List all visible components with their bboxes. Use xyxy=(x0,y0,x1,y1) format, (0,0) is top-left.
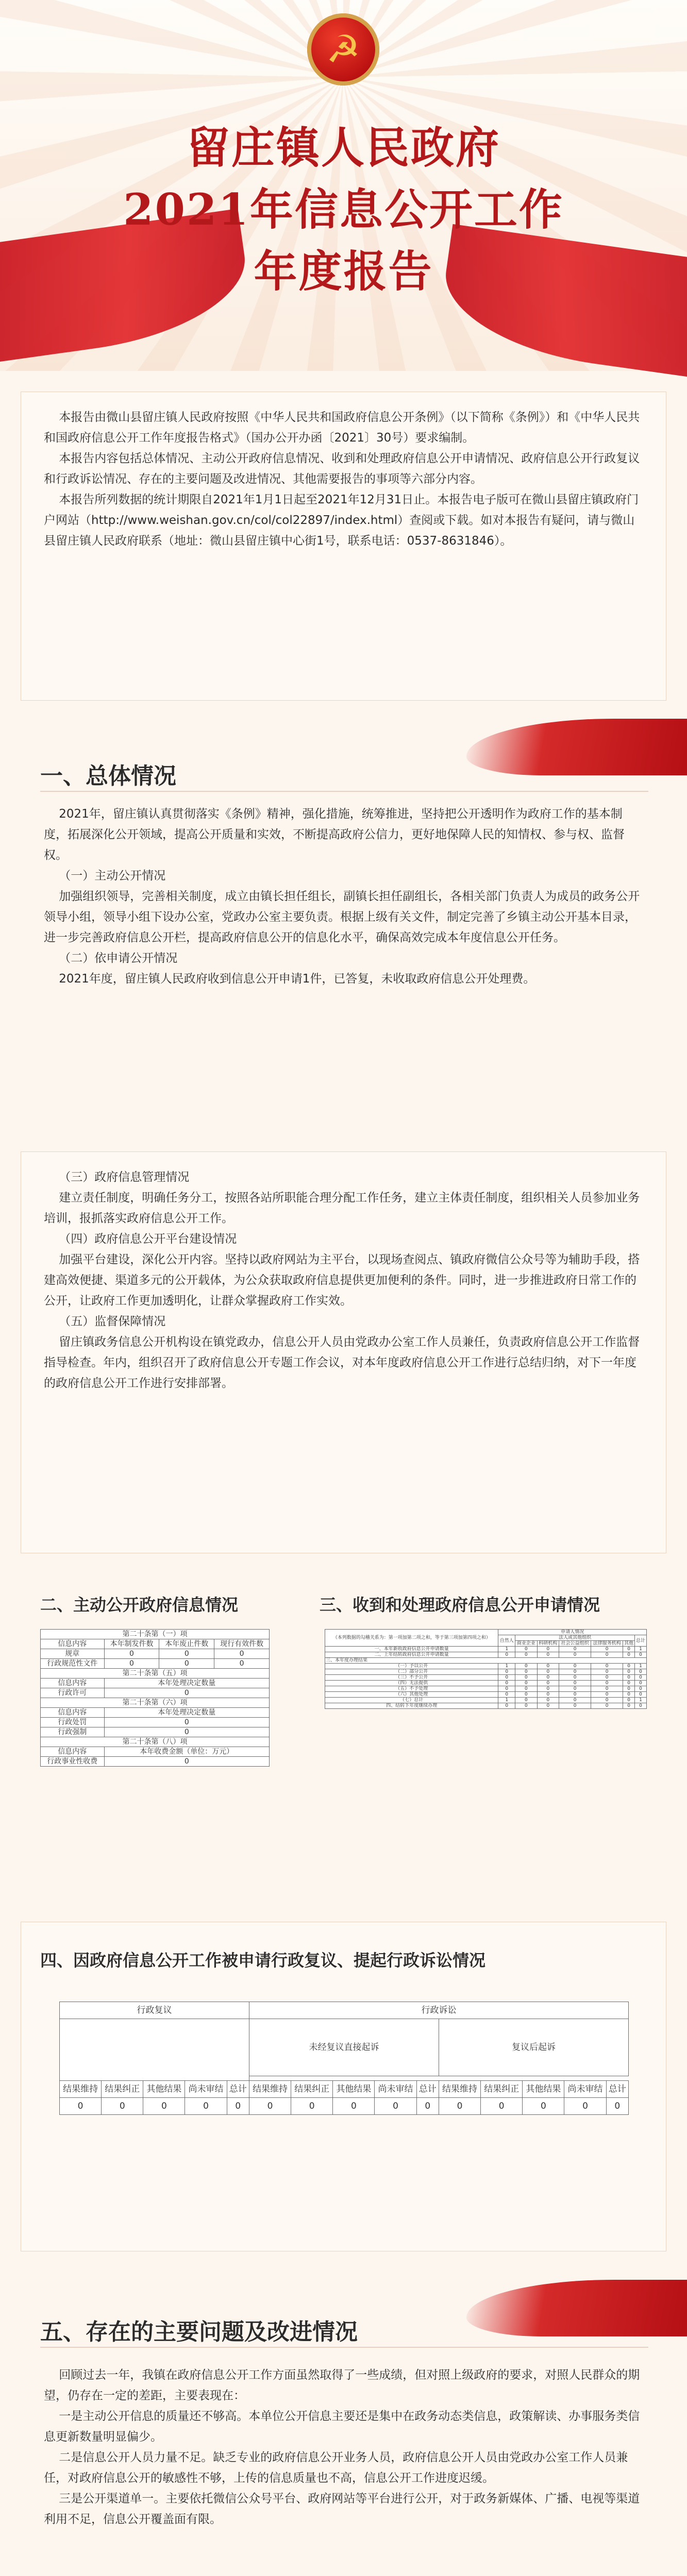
table-row: 三、本年度办理结果 xyxy=(325,1658,647,1664)
report-title-line3: 年度报告 xyxy=(254,246,433,297)
table-row-header: 第二十条第（五）项 xyxy=(41,1669,270,1679)
table-header-cell: 行政复议 xyxy=(60,2002,249,2019)
review-litigation-table xyxy=(59,2002,629,2115)
table-cell: 本年制发件数 xyxy=(104,1639,159,1649)
table-header-cell: 申请人情况 xyxy=(498,1630,647,1635)
table-row: 一、本年新收政府信息公开申请数量 1 0 0 0 0 0 1 xyxy=(325,1647,647,1652)
table-cell: 0 xyxy=(104,1659,159,1669)
table-row: 四、结转下年度继续办理 0 0 0 0 0 0 0 xyxy=(325,1703,647,1709)
table-note-cell: （本列数据的勾稽关系为：第一项加第二项之和，等于第三项加第四项之和） xyxy=(325,1630,498,1647)
table-header-cell: 社会公益组织 xyxy=(559,1641,591,1647)
divider xyxy=(40,2347,648,2348)
table-cell: 0 xyxy=(104,1718,269,1727)
table-row: （三）不予公开 0 0 0 0 0 0 0 xyxy=(325,1675,647,1681)
table-row: 结果维持 结果纠正 其他结果 尚未审结 总计 结果维持 结果纠正 其他结果 尚未审结 总计 结果维持 结果纠正 其他结果 尚未审结 总计 xyxy=(60,2081,629,2098)
table-row: 0 0 0 0 0 0 0 0 0 0 0 0 0 0 0 xyxy=(60,2098,629,2115)
red-ribbon-decoration xyxy=(466,2280,687,2336)
table-cell: 信息内容 xyxy=(41,1747,105,1757)
section-1-title: 一、总体情况 xyxy=(40,763,176,789)
table-cell: 0 xyxy=(104,1688,269,1698)
table-header-cell: 其他 xyxy=(623,1641,635,1647)
table-cell: 0 xyxy=(159,1649,214,1659)
table-cell: 行政强制 xyxy=(41,1727,105,1737)
table-cell: 0 xyxy=(214,1659,270,1669)
table-cell: 0 xyxy=(214,1649,270,1659)
application-handling-table xyxy=(325,1629,647,1709)
report-title-line2: 2021年信息公开工作 xyxy=(123,184,564,235)
section-4-title: 四、因政府信息公开工作被申请行政复议、提起行政诉讼情况 xyxy=(40,1951,486,1970)
table-row-header: 第二十条第（六）项 xyxy=(41,1698,270,1708)
table-header-cell: 总计 xyxy=(635,1635,647,1647)
table-header-cell: 复议后起诉 xyxy=(439,2019,628,2076)
table-cell: 0 xyxy=(104,1727,269,1737)
table-row-header: 第二十条第（一）项 xyxy=(41,1630,270,1639)
proactive-disclosure-table xyxy=(40,1629,270,1767)
table-header-cell: 科研机构 xyxy=(537,1641,559,1647)
section-1-text: 2021年，留庄镇认真贯彻落实《条例》精神，强化措施，统筹推进，坚持把公开透明作为政府工作的基本制度，拓展深化公开领域，提高公开质量和实效，不断提高政府公信力，更好地保障人民的知情权、参与权、监督权。 （一）主动公开情况 加强组织领导，完善相关制度，成立由镇长担任组长，副镇长担任副组长，各相关部门负责人为成员的政务公开领导小组，领导小组下设办公室，党政办公室主要负责。根据上级有关文件，制定完善了乡镇主动公开基本目录，进一步完善政府信息公开栏，提高政府信息公开的信息化水平，确保高效完成本年度信息公开任务。 （二）依申请公开情况 2021年度，留庄镇人民政府收到信息公开申请1件，已答复，未收取政府信息公开处理费。 xyxy=(44,807,640,986)
table-cell: 信息内容 xyxy=(41,1679,105,1688)
table-cell: 本年处理决定数量 xyxy=(104,1679,269,1688)
table-header-cell: 未经复议直接起诉 xyxy=(249,2019,439,2076)
table-cell: 现行有效件数 xyxy=(214,1639,270,1649)
section-3-title: 三、收到和处理政府信息公开申请情况 xyxy=(320,1595,600,1615)
table-header-cell: 自然人 xyxy=(498,1635,515,1647)
table-cell: 0 xyxy=(159,1659,214,1669)
section-5-title: 五、存在的主要问题及改进情况 xyxy=(40,2319,358,2345)
table-cell: 信息内容 xyxy=(41,1639,105,1649)
table-header-cell: 商业企业 xyxy=(515,1641,537,1647)
report-title-line1: 留庄镇人民政府 xyxy=(186,122,500,173)
section-5-text: 回顾过去一年，我镇在政府信息公开工作方面虽然取得了一些成绩，但对照上级政府的要求，对照人民群众的期望，仍存在一定的差距，主要表现在： 一是主动公开信息的质量还不够高。本单位公开信息主要还是集中在政务动态类信息，政策解读、办事服务类信息更新数量明显偏少。 二是信息公开人员力量不足。缺乏专业的政府信息公开业务人员，政府信息公开人员由党政办公室工作人员兼任，对政府信息公开的敏感性不够，上传的信息质量也不高，信息公开工作进度迟缓。 三是公开渠道单一。主要依托微信公众号平台、政府网站等平台进行公开，对于政务新媒体、广播、电视等渠道利用不足，信息公开覆盖面有限。 xyxy=(44,2368,640,2526)
section-1-text-continued: （三）政府信息管理情况 建立责任制度，明确任务分工，按照各站所职能合理分配工作任务，建立主体责任制度，组织相关人员参加业务培训，报抓落实政府信息公开工作。 （四）政府信息公开平台建设情况 加强平台建设，深化公开内容。坚持以政府网站为主平台，以现场查阅点、镇政府微信公众号等为辅助手段，搭建高效便捷、渠道多元的公开载体，为公众获取政府信息提供更加便利的条件。同时，进一步推进政府日常工作的公开，让政府工作更加透明化，让群众掌握政府工作实效。 （五）监督保障情况 留庄镇政务信息公开机构设在镇党政办，信息公开人员由党政办公室工作人员兼任，负责政府信息公开工作监督指导检查。年内，组织召开了政府信息公开专题工作会议，对本年度政府信息公开工作进行总结归纳，对下一年度的政府信息公开工作进行安排部署。 xyxy=(44,1171,640,1390)
table-header-cell: 行政诉讼 xyxy=(249,2002,628,2019)
table-cell: 行政许可 xyxy=(41,1688,105,1698)
table-row: （四）无法提供 0 0 0 0 0 0 0 xyxy=(325,1681,647,1686)
table-cell: 0 xyxy=(104,1757,269,1767)
table-cell: 行政规范性文件 xyxy=(41,1659,105,1669)
intro-text: 本报告由微山县留庄镇人民政府按照《中华人民共和国政府信息公开条例》（以下简称《条例》）和《中华人民共和国政府信息公开工作年度报告格式》（国办公开办函〔2021〕30号）要求编制。 本报告内容包括总体情况、主动公开政府信息情况、收到和处理政府信息公开申请情况、政府信息公开行政复议和行政诉讼情况、存在的主要问题及改进情况、其他需要报告的事项等六部分内容。 本报告所列数据的统计期限自2021年1月1日起至2021年12月31日止。本报告电子版可在微山县留庄镇政府门户网站（http://www.weishan.gov.cn/col/col22897/index.html）查阅或下载。如对本报告有疑问，请与微山县留庄镇人民政府联系（地址：微山县留庄镇中心街1号，联系电话：0537-8631846）。 xyxy=(44,411,640,548)
table-cell: 行政处罚 xyxy=(41,1718,105,1727)
table-row: 二、上年结转政府信息公开申请数量 0 0 0 0 0 0 0 xyxy=(325,1652,647,1658)
table-row: （六）其他处理 0 0 0 0 0 0 0 xyxy=(325,1692,647,1698)
table-cell: 本年收费金额（单位：万元） xyxy=(104,1747,269,1757)
red-ribbon-decoration xyxy=(466,719,687,775)
table-cell xyxy=(249,2076,628,2081)
table-cell: 本年废止件数 xyxy=(159,1639,214,1649)
table-row: （二）部分公开 0 0 0 0 0 0 0 xyxy=(325,1669,647,1675)
divider xyxy=(40,791,648,792)
table-row: （七）总计 1 0 0 0 0 0 1 xyxy=(325,1698,647,1703)
table-header-cell: 法人或其他组织 xyxy=(515,1635,635,1641)
table-header-cell: 法律服务机构 xyxy=(591,1641,623,1647)
table-cell xyxy=(60,2019,249,2081)
section-2-title: 二、主动公开政府信息情况 xyxy=(40,1595,239,1615)
table-cell: 行政事业性收费 xyxy=(41,1757,105,1767)
table-row-header: 第二十条第（八）项 xyxy=(41,1737,270,1747)
table-row: （一）予以公开 1 0 0 0 0 0 1 xyxy=(325,1664,647,1669)
report-banner xyxy=(0,0,687,371)
party-emblem-icon: ☭ xyxy=(307,13,379,86)
table-cell: 0 xyxy=(104,1649,159,1659)
table-cell: 信息内容 xyxy=(41,1708,105,1718)
table-row: （五）不予处理 0 0 0 0 0 0 0 xyxy=(325,1686,647,1692)
table-cell: 规章 xyxy=(41,1649,105,1659)
table-cell: 本年处理决定数量 xyxy=(104,1708,269,1718)
